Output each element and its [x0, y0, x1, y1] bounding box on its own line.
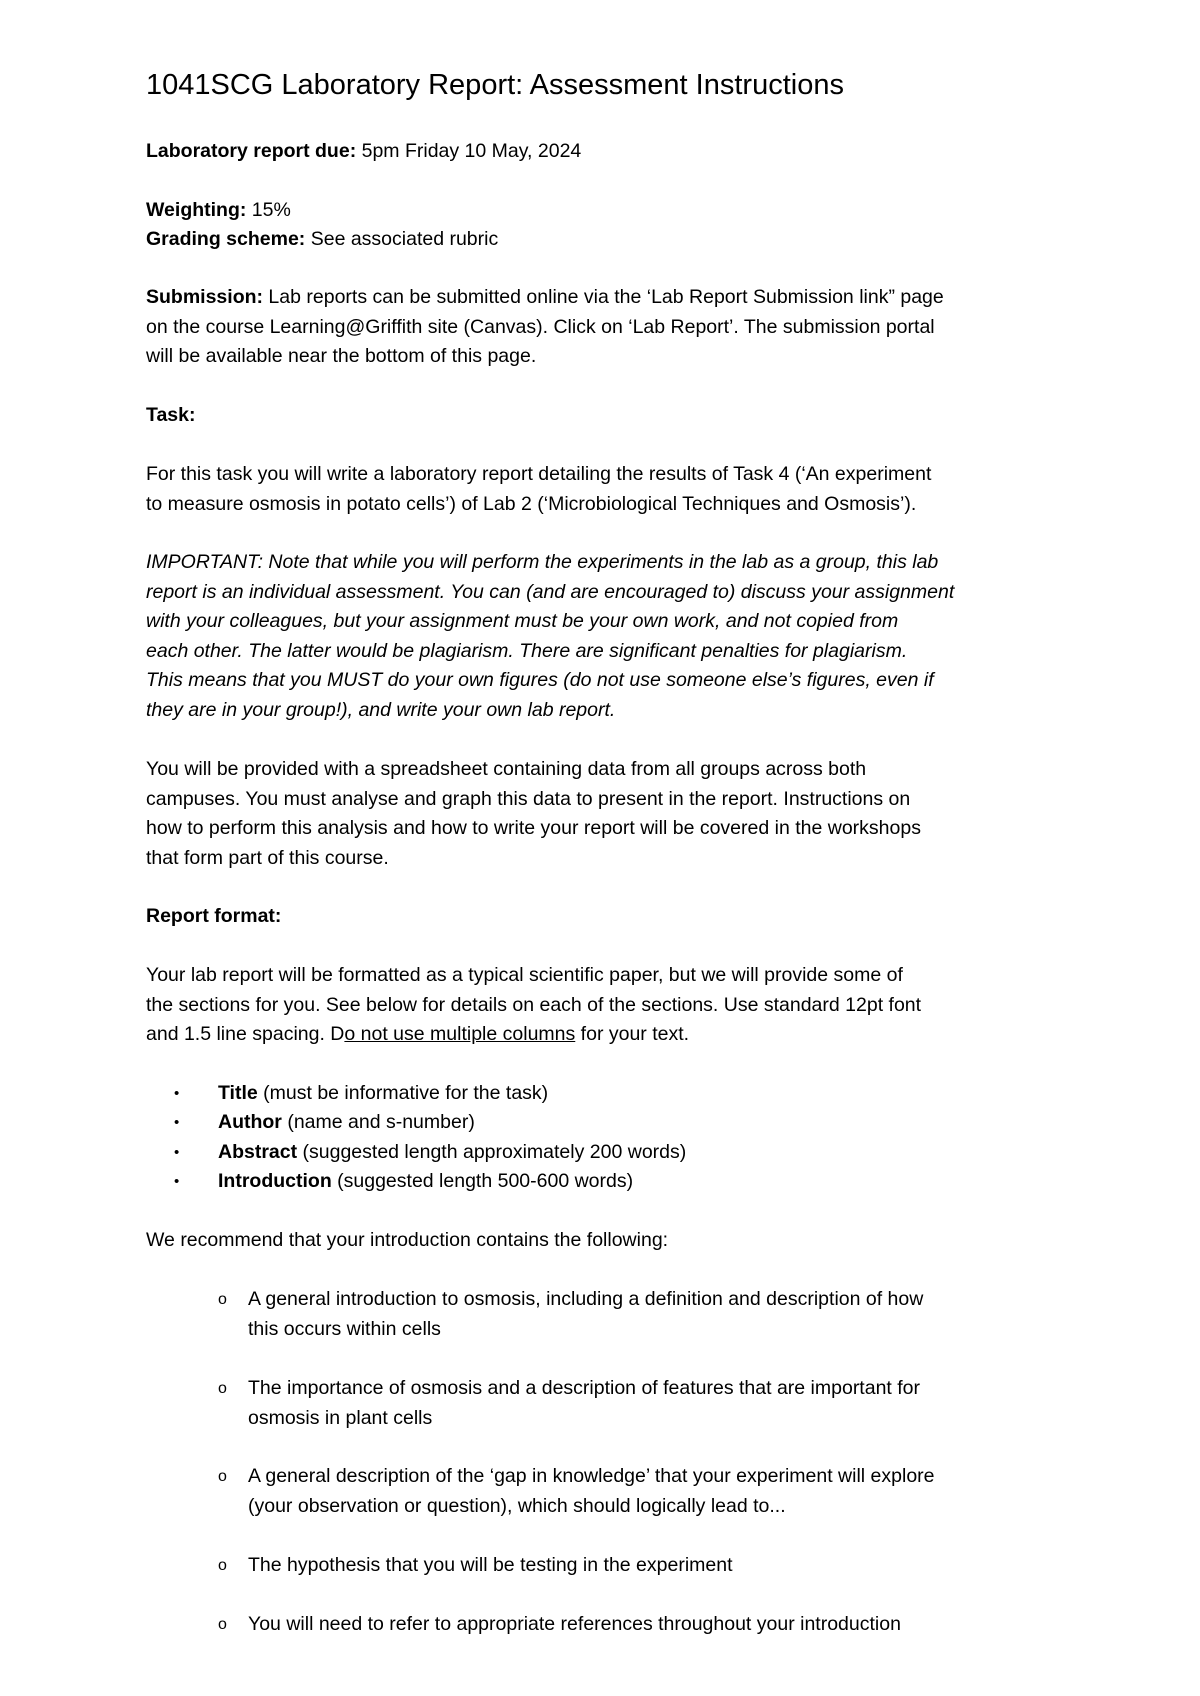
section-detail: (name and s-number)	[281, 1111, 475, 1133]
format-paragraph	[146, 961, 1086, 1050]
format-line: and 1.5 line spacing. D	[146, 1023, 345, 1045]
bullet-icon: •	[174, 1085, 180, 1102]
task-line: to measure osmosis in potato cells’) of Lab 2 (‘Microbiological Techniques and Osmosis’).	[146, 492, 917, 515]
intro-item-line: A general description of the ‘gap in knowledge’ that your experiment will explore	[248, 1465, 935, 1487]
important-line: with your colleagues, but your assignment must be your own work, and not copied from	[146, 610, 899, 632]
intro-item-line: this occurs within cells	[248, 1317, 441, 1340]
intro-item-text	[248, 1285, 1078, 1344]
submission-paragraph	[146, 283, 1086, 372]
important-line: IMPORTANT: Note that while you will perform the experiments in the lab as a group, this lab	[146, 551, 939, 573]
important-line: each other. The latter would be plagiarism. There are significant penalties for plagiarism.	[146, 639, 908, 662]
section-name: Title	[218, 1082, 258, 1104]
intro-item-text	[248, 1462, 1078, 1521]
recommend-intro-line: We recommend that your introduction contains the following:	[146, 1229, 669, 1251]
bullet-icon: •	[174, 1144, 180, 1161]
hollow-bullet-icon: o	[218, 1616, 227, 1633]
important-line: report is an individual assessment. You can (and are encouraged to) discuss your assignment	[146, 580, 955, 603]
data-line: that form part of this course.	[146, 846, 389, 869]
data-line: You will be provided with a spreadsheet containing data from all groups across both	[146, 758, 867, 780]
grading-line	[146, 225, 1086, 255]
important-paragraph	[146, 548, 1086, 725]
intro-item-line: The hypothesis that you will be testing in the experiment	[248, 1554, 733, 1576]
grading-value: See associated rubric	[305, 228, 499, 250]
due-date-line	[146, 137, 1086, 167]
due-value: 5pm Friday 10 May, 2024	[356, 140, 582, 162]
section-item-text	[218, 1138, 1078, 1168]
no-columns-underlined: o not use multiple columns	[344, 1023, 576, 1045]
format-line: for your text.	[575, 1023, 690, 1045]
weighting-line	[146, 196, 1086, 226]
data-line: how to perform this analysis and how to write your report will be covered in the workshops	[146, 817, 921, 839]
task-paragraph	[146, 460, 1086, 519]
section-name: Author	[218, 1111, 282, 1133]
intro-item-text	[248, 1610, 1078, 1640]
section-name: Introduction	[218, 1170, 332, 1192]
important-line: This means that you MUST do your own figures (do not use someone else’s figures, even if	[146, 669, 934, 691]
submission-label: Submission:	[146, 286, 264, 308]
intro-item-line: (your observation or question), which should logically lead to...	[248, 1494, 786, 1517]
intro-item-line: osmosis in plant cells	[248, 1406, 433, 1429]
weighting-value: 15%	[246, 199, 291, 221]
data-line: campuses. You must analyse and graph this data to present in the report. Instructions on	[146, 787, 911, 810]
hollow-bullet-icon: o	[218, 1468, 227, 1485]
section-item-text	[218, 1108, 1078, 1138]
submission-line: on the course Learning@Griffith site (Canvas). Click on ‘Lab Report’. The submission portal	[146, 315, 935, 338]
hollow-bullet-icon: o	[218, 1291, 227, 1308]
section-item-text	[218, 1167, 1078, 1197]
section-name: Abstract	[218, 1141, 298, 1163]
submission-line: Lab reports can be submitted online via the ‘Lab Report Submission link” page	[263, 286, 944, 308]
report-format-heading: Report format:	[146, 905, 282, 927]
section-detail: (must be informative for the task)	[257, 1082, 549, 1104]
section-item-text	[218, 1079, 1078, 1109]
task-heading: Task:	[146, 404, 196, 426]
intro-item-line: A general introduction to osmosis, including a definition and description of how	[248, 1288, 924, 1310]
format-line: Your lab report will be formatted as a typical scientific paper, but we will provide some of	[146, 964, 903, 986]
bullet-icon: •	[174, 1173, 180, 1190]
grading-label: Grading scheme:	[146, 228, 306, 250]
section-detail: (suggested length 500-600 words)	[331, 1170, 634, 1192]
intro-item-line: You will need to refer to appropriate references throughout your introduction	[248, 1613, 901, 1635]
hollow-bullet-icon: o	[218, 1380, 227, 1397]
data-paragraph	[146, 755, 1086, 873]
intro-item-text	[248, 1374, 1078, 1433]
bullet-icon: •	[174, 1114, 180, 1131]
due-label: Laboratory report due:	[146, 140, 357, 162]
submission-line: will be available near the bottom of this page.	[146, 345, 537, 367]
weighting-label: Weighting:	[146, 199, 247, 221]
hollow-bullet-icon: o	[218, 1557, 227, 1574]
intro-item-text	[248, 1551, 1078, 1581]
task-line: For this task you will write a laboratory report detailing the results of Task 4 (‘An experiment	[146, 463, 932, 485]
intro-item-line: The importance of osmosis and a description of features that are important for	[248, 1377, 921, 1399]
format-line: the sections for you. See below for details on each of the sections. Use standard 12pt font	[146, 993, 922, 1016]
section-detail: (suggested length approximately 200 words)	[297, 1141, 687, 1163]
document-title: 1041SCG Laboratory Report: Assessment Instructions	[146, 69, 844, 101]
important-line: they are in your group!), and write your own lab report.	[146, 698, 616, 721]
